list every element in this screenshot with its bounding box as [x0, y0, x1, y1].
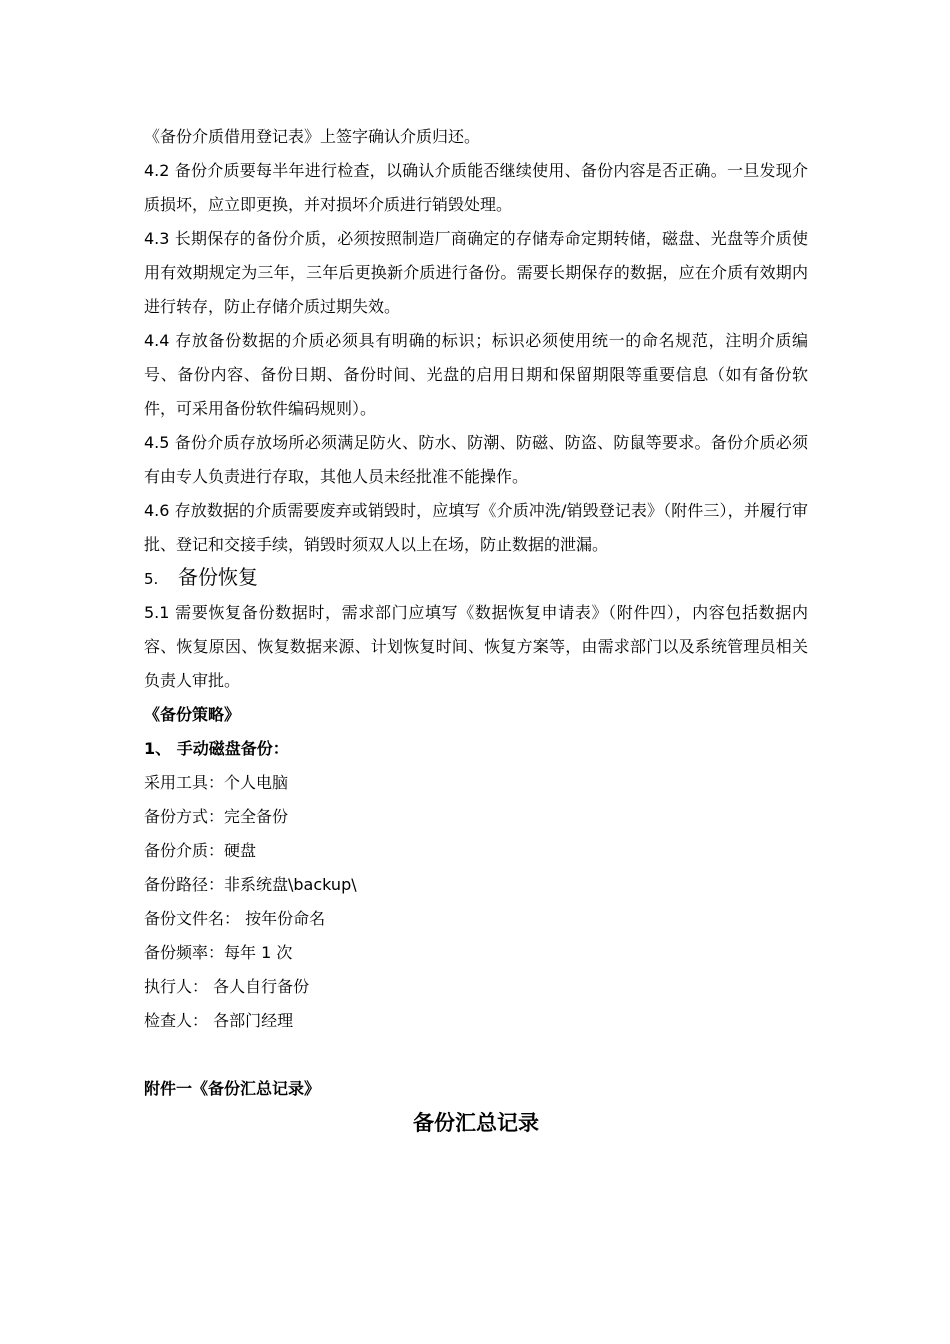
strategy-row-media: 备份介质：硬盘 — [144, 841, 257, 860]
strategy-row-checker: 检查人： 各部门经理 — [144, 1011, 294, 1030]
paragraph-4-2: 4.2 备份介质要每半年进行检查，以确认介质能否继续使用、备份内容是否正确。一旦发现介质损坏，应立即更换，并对损坏介质进行销毁处理。 — [144, 161, 808, 214]
strategy-row-path: 备份路径：非系统盘\backup\ — [144, 875, 357, 894]
paragraph-4-4: 4.4 存放备份数据的介质必须具有明确的标识；标识必须使用统一的命名规范，注明介质编号、备份内容、备份日期、备份时间、光盘的启用日期和保留期限等重要信息（如有备份软件，可采用备份软件编码规则）。 — [144, 331, 808, 418]
paragraph-4-5: 4.5 备份介质存放场所必须满足防火、防水、防潮、防磁、防盗、防鼠等要求。备份介质必须有由专人负责进行存取，其他人员未经批准不能操作。 — [144, 433, 808, 486]
strategy-title: 《备份策略》 — [144, 705, 241, 724]
strategy-item-title: 1、 手动磁盘备份： — [144, 739, 289, 758]
strategy-row-tool: 采用工具：个人电脑 — [144, 773, 289, 792]
paragraph-4-6: 4.6 存放数据的介质需要废弃或销毁时，应填写《介质冲洗/销毁登记表》（附件三），并履行审批、登记和交接手续，销毁时须双人以上在场，防止数据的泄漏。 — [144, 501, 808, 554]
document-body — [144, 120, 808, 1140]
section-title: 备份恢复 — [178, 565, 258, 589]
strategy-row-frequency: 备份频率：每年 1 次 — [144, 943, 293, 962]
appendix-title: 备份汇总记录 — [413, 1111, 539, 1135]
paragraph-4-1-tail: 《备份介质借用登记表》上签字确认介质归还。 — [144, 127, 481, 146]
appendix-label: 附件一《备份汇总记录》 — [144, 1079, 321, 1098]
paragraph-5-1: 5.1 需要恢复备份数据时，需求部门应填写《数据恢复申请表》（附件四），内容包括数据内容、恢复原因、恢复数据来源、计划恢复时间、恢复方案等，由需求部门以及系统管理员相关负责人审批。 — [144, 603, 808, 690]
strategy-row-method: 备份方式：完全备份 — [144, 807, 289, 826]
blank-line — [144, 1038, 808, 1072]
strategy-row-executor: 执行人： 各人自行备份 — [144, 977, 310, 996]
section-number: 5. — [144, 570, 159, 588]
strategy-row-filename: 备份文件名： 按年份命名 — [144, 909, 326, 928]
paragraph-4-3: 4.3 长期保存的备份介质，必须按照制造厂商确定的存储寿命定期转储，磁盘、光盘等介质使用有效期规定为三年，三年后更换新介质进行备份。需要长期保存的数据，应在介质有效期内进行转存，防止存储介质过期失效。 — [144, 229, 808, 316]
section-heading-5 — [144, 562, 808, 596]
